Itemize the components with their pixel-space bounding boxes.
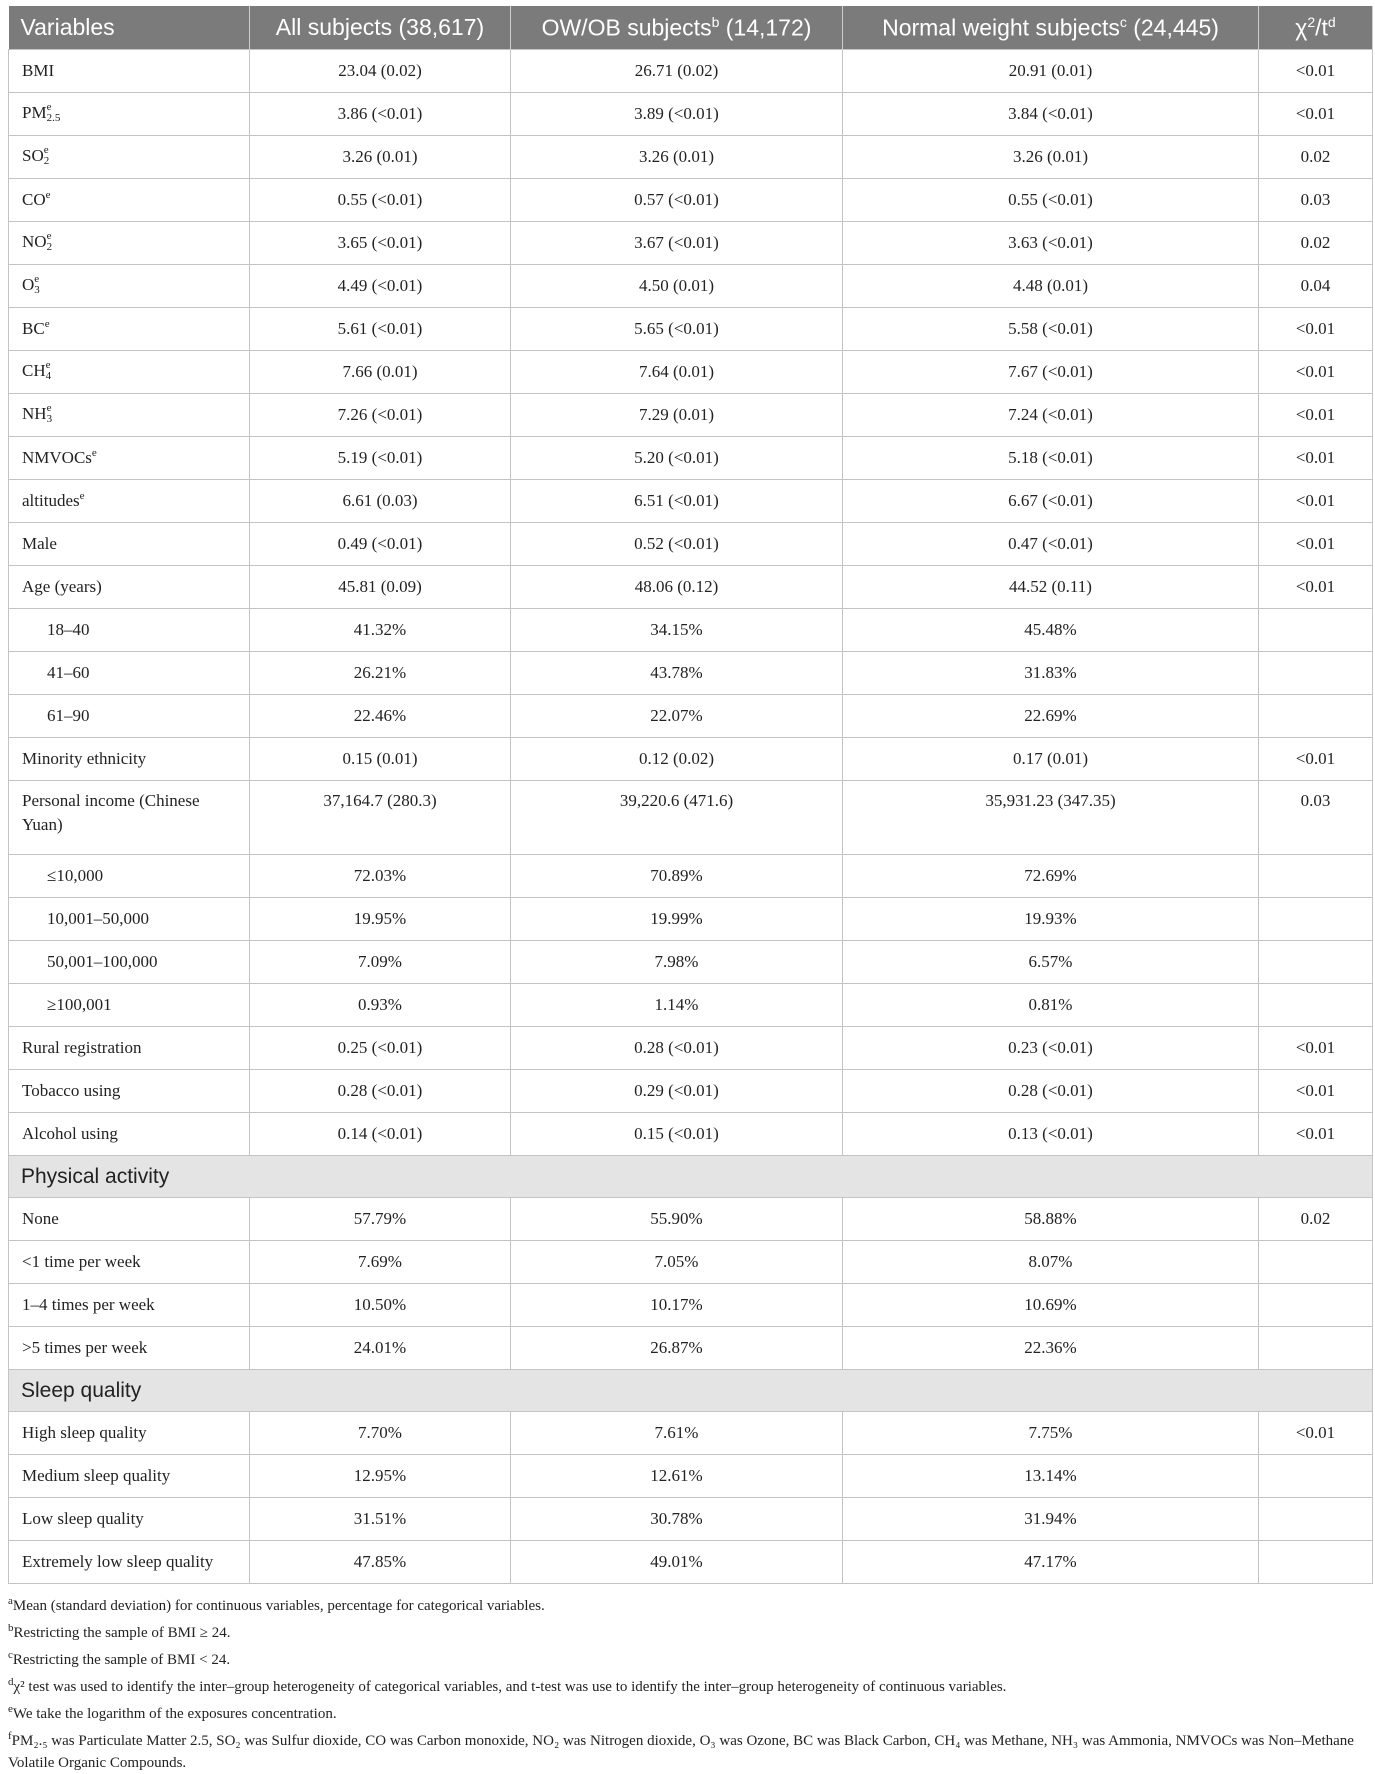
footnote-text: χ² test was used to identify the inter–group heterogeneity of categorical variables, and t-test was use to identify the inter–group heterogeneity of continuous variables. <box>13 1679 1007 1695</box>
cell-all: 41.32% <box>250 609 511 652</box>
characteristics-table <box>8 6 1373 1584</box>
table-row <box>9 480 1373 523</box>
table-row <box>9 1113 1373 1156</box>
row-label: None <box>9 1198 250 1241</box>
cell-owob: 34.15% <box>511 609 843 652</box>
cell-owob: 0.12 (0.02) <box>511 738 843 781</box>
cell-owob: 4.50 (0.01) <box>511 265 843 308</box>
table-row <box>9 1241 1373 1284</box>
cell-normal: 47.17% <box>843 1541 1259 1584</box>
cell-test: <0.01 <box>1259 50 1373 93</box>
table-row <box>9 1498 1373 1541</box>
cell-all: 72.03% <box>250 855 511 898</box>
table-row <box>9 1327 1373 1370</box>
cell-test: <0.01 <box>1259 1027 1373 1070</box>
table-row <box>9 1541 1373 1584</box>
cell-owob: 7.29 (0.01) <box>511 394 843 437</box>
row-label: Medium sleep quality <box>9 1455 250 1498</box>
cell-test <box>1259 898 1373 941</box>
footnote-mark: e <box>8 1703 13 1715</box>
footnote-text: PM₂.₅ was Particulate Matter 2.5, SO₂ was Sulfur dioxide, CO was Carbon monoxide, NO₂ was Nitrogen dioxide, O₃ was Ozone, BC was Black Carbon, CH₄ was Methane, NH₃ was Ammonia, NMVOCs was Non–Methane Volatile Organic Compounds. <box>8 1733 1354 1771</box>
cell-test: <0.01 <box>1259 480 1373 523</box>
cell-normal: 35,931.23 (347.35) <box>843 781 1259 855</box>
cell-test: <0.01 <box>1259 1412 1373 1455</box>
cell-all: 3.86 (<0.01) <box>250 93 511 136</box>
table-row <box>9 523 1373 566</box>
cell-owob: 3.26 (0.01) <box>511 136 843 179</box>
row-label: High sleep quality <box>9 1412 250 1455</box>
table-row <box>9 136 1373 179</box>
cell-test <box>1259 1284 1373 1327</box>
cell-all: 26.21% <box>250 652 511 695</box>
cell-owob: 12.61% <box>511 1455 843 1498</box>
cell-normal: 0.81% <box>843 984 1259 1027</box>
row-label: Alcohol using <box>9 1113 250 1156</box>
row-label: ≤10,000 <box>9 855 250 898</box>
table-row <box>9 93 1373 136</box>
cell-owob: 49.01% <box>511 1541 843 1584</box>
cell-normal: 0.47 (<0.01) <box>843 523 1259 566</box>
row-label: 61–90 <box>9 695 250 738</box>
cell-all: 4.49 (<0.01) <box>250 265 511 308</box>
cell-test: <0.01 <box>1259 738 1373 781</box>
row-label: NMVOCs e <box>9 437 250 480</box>
cell-normal: 10.69% <box>843 1284 1259 1327</box>
cell-all: 10.50% <box>250 1284 511 1327</box>
cell-owob: 3.67 (<0.01) <box>511 222 843 265</box>
footnote <box>8 1590 1373 1617</box>
table-row <box>9 984 1373 1027</box>
cell-owob: 3.89 (<0.01) <box>511 93 843 136</box>
cell-owob: 10.17% <box>511 1284 843 1327</box>
cell-test <box>1259 1541 1373 1584</box>
footnote <box>8 1671 1373 1698</box>
table-body <box>9 50 1373 1584</box>
cell-test: 0.04 <box>1259 265 1373 308</box>
cell-normal: 5.18 (<0.01) <box>843 437 1259 480</box>
row-label: Low sleep quality <box>9 1498 250 1541</box>
table-row <box>9 437 1373 480</box>
cell-test <box>1259 1498 1373 1541</box>
row-label: BMI <box>9 50 250 93</box>
row-label: Extremely low sleep quality <box>9 1541 250 1584</box>
cell-normal: 7.67 (<0.01) <box>843 351 1259 394</box>
table-row <box>9 738 1373 781</box>
row-label: SO e 2 <box>9 136 250 179</box>
cell-normal: 72.69% <box>843 855 1259 898</box>
cell-owob: 7.61% <box>511 1412 843 1455</box>
cell-test: <0.01 <box>1259 1070 1373 1113</box>
cell-owob: 30.78% <box>511 1498 843 1541</box>
cell-owob: 22.07% <box>511 695 843 738</box>
cell-all: 47.85% <box>250 1541 511 1584</box>
cell-all: 7.70% <box>250 1412 511 1455</box>
cell-all: 7.09% <box>250 941 511 984</box>
header-test-statistic: $\chi^2/t^d$ <box>1259 6 1373 50</box>
cell-normal: 20.91 (0.01) <box>843 50 1259 93</box>
cell-all: 7.26 (<0.01) <box>250 394 511 437</box>
footnote-text: Mean (standard deviation) for continuous variables, percentage for categorical variables. <box>12 1598 545 1614</box>
cell-test: <0.01 <box>1259 1113 1373 1156</box>
cell-owob: 43.78% <box>511 652 843 695</box>
cell-owob: 5.65 (<0.01) <box>511 308 843 351</box>
table-row <box>9 179 1373 222</box>
footnote-mark: a <box>8 1595 13 1607</box>
cell-normal: 45.48% <box>843 609 1259 652</box>
cell-normal: 44.52 (0.11) <box>843 566 1259 609</box>
table-row <box>9 855 1373 898</box>
footnote <box>8 1725 1373 1774</box>
cell-normal: 3.63 (<0.01) <box>843 222 1259 265</box>
row-label: 50,001–100,000 <box>9 941 250 984</box>
cell-all: 12.95% <box>250 1455 511 1498</box>
cell-normal: 13.14% <box>843 1455 1259 1498</box>
table-row <box>9 1027 1373 1070</box>
cell-owob: 7.64 (0.01) <box>511 351 843 394</box>
header-variables: Variables <box>9 6 250 50</box>
cell-owob: 1.14% <box>511 984 843 1027</box>
cell-test: 0.03 <box>1259 781 1373 855</box>
table-row <box>9 1284 1373 1327</box>
cell-normal: 3.84 (<0.01) <box>843 93 1259 136</box>
footnote <box>8 1698 1373 1725</box>
row-label: ≥100,001 <box>9 984 250 1027</box>
table-row <box>9 898 1373 941</box>
footnote-mark: f <box>8 1730 12 1742</box>
table-header-row <box>9 6 1373 50</box>
row-label: Male <box>9 523 250 566</box>
table-row <box>9 652 1373 695</box>
table-row <box>9 781 1373 855</box>
cell-test <box>1259 609 1373 652</box>
cell-normal: 3.26 (0.01) <box>843 136 1259 179</box>
cell-owob: 19.99% <box>511 898 843 941</box>
cell-test: <0.01 <box>1259 437 1373 480</box>
cell-owob: 26.87% <box>511 1327 843 1370</box>
footnote-text: Restricting the sample of BMI ≥ 24. <box>13 1625 231 1641</box>
cell-all: 22.46% <box>250 695 511 738</box>
cell-all: 5.61 (<0.01) <box>250 308 511 351</box>
cell-test <box>1259 652 1373 695</box>
cell-all: 3.65 (<0.01) <box>250 222 511 265</box>
row-label: NO e 2 <box>9 222 250 265</box>
table-row <box>9 265 1373 308</box>
table-row <box>9 1455 1373 1498</box>
cell-all: 0.15 (0.01) <box>250 738 511 781</box>
cell-owob: 0.28 (<0.01) <box>511 1027 843 1070</box>
table-row <box>9 609 1373 652</box>
cell-test: <0.01 <box>1259 566 1373 609</box>
cell-normal: 31.83% <box>843 652 1259 695</box>
cell-all: 19.95% <box>250 898 511 941</box>
cell-normal: 8.07% <box>843 1241 1259 1284</box>
row-label: Minority ethnicity <box>9 738 250 781</box>
cell-all: 0.55 (<0.01) <box>250 179 511 222</box>
row-label: Rural registration <box>9 1027 250 1070</box>
cell-all: 3.26 (0.01) <box>250 136 511 179</box>
row-label: 18–40 <box>9 609 250 652</box>
footnote-mark: c <box>8 1649 13 1661</box>
row-label: Age (years) <box>9 566 250 609</box>
cell-all: 45.81 (0.09) <box>250 566 511 609</box>
cell-test <box>1259 941 1373 984</box>
row-label: >5 times per week <box>9 1327 250 1370</box>
cell-normal: 0.17 (0.01) <box>843 738 1259 781</box>
table-row <box>9 351 1373 394</box>
cell-all: 0.93% <box>250 984 511 1027</box>
header-normal-weight-subjects: Normal weight subjects$^c$ (24,445) <box>843 6 1259 50</box>
cell-test <box>1259 1327 1373 1370</box>
table-row <box>9 308 1373 351</box>
cell-normal: 31.94% <box>843 1498 1259 1541</box>
cell-test <box>1259 1241 1373 1284</box>
cell-test: <0.01 <box>1259 308 1373 351</box>
cell-owob: 26.71 (0.02) <box>511 50 843 93</box>
table-row <box>9 50 1373 93</box>
cell-all: 57.79% <box>250 1198 511 1241</box>
row-label: O e 3 <box>9 265 250 308</box>
cell-normal: 0.55 (<0.01) <box>843 179 1259 222</box>
document <box>8 6 1373 1774</box>
row-label: Tobacco using <box>9 1070 250 1113</box>
cell-all: 23.04 (0.02) <box>250 50 511 93</box>
section-header-row <box>9 1370 1373 1412</box>
footnote-text: Restricting the sample of BMI < 24. <box>12 1652 231 1668</box>
row-label: BC e <box>9 308 250 351</box>
table-row <box>9 695 1373 738</box>
row-label: NH e 3 <box>9 394 250 437</box>
cell-owob: 48.06 (0.12) <box>511 566 843 609</box>
cell-normal: 6.57% <box>843 941 1259 984</box>
footnote <box>8 1617 1373 1644</box>
cell-normal: 6.67 (<0.01) <box>843 480 1259 523</box>
cell-test: 0.02 <box>1259 222 1373 265</box>
cell-test: <0.01 <box>1259 351 1373 394</box>
cell-test: 0.03 <box>1259 179 1373 222</box>
cell-all: 7.69% <box>250 1241 511 1284</box>
table-row <box>9 222 1373 265</box>
cell-test: <0.01 <box>1259 523 1373 566</box>
cell-owob: 39,220.6 (471.6) <box>511 781 843 855</box>
row-label: Personal income (Chinese Yuan) <box>9 781 250 855</box>
cell-normal: 0.23 (<0.01) <box>843 1027 1259 1070</box>
cell-owob: 55.90% <box>511 1198 843 1241</box>
footnote-text: We take the logarithm of the exposures concentration. <box>12 1706 337 1722</box>
cell-test <box>1259 1455 1373 1498</box>
cell-all: 0.25 (<0.01) <box>250 1027 511 1070</box>
cell-normal: 22.69% <box>843 695 1259 738</box>
footnotes <box>8 1590 1373 1774</box>
cell-test <box>1259 695 1373 738</box>
cell-owob: 0.15 (<0.01) <box>511 1113 843 1156</box>
section-title: Physical activity <box>9 1156 1373 1198</box>
table-row <box>9 394 1373 437</box>
cell-normal: 5.58 (<0.01) <box>843 308 1259 351</box>
cell-all: 6.61 (0.03) <box>250 480 511 523</box>
footnote-mark: d <box>8 1676 14 1688</box>
row-label: PM e 2.5 <box>9 93 250 136</box>
section-header-row <box>9 1156 1373 1198</box>
cell-all: 24.01% <box>250 1327 511 1370</box>
cell-all: 5.19 (<0.01) <box>250 437 511 480</box>
cell-normal: 7.24 (<0.01) <box>843 394 1259 437</box>
cell-normal: 4.48 (0.01) <box>843 265 1259 308</box>
cell-test <box>1259 984 1373 1027</box>
section-title: Sleep quality <box>9 1370 1373 1412</box>
footnote-mark: b <box>8 1622 14 1634</box>
cell-all: 31.51% <box>250 1498 511 1541</box>
cell-all: 0.49 (<0.01) <box>250 523 511 566</box>
cell-owob: 7.98% <box>511 941 843 984</box>
header-owob-subjects: OW/OB subjects$^b$ (14,172) <box>511 6 843 50</box>
cell-test <box>1259 855 1373 898</box>
cell-test: 0.02 <box>1259 1198 1373 1241</box>
table-row <box>9 941 1373 984</box>
table-row <box>9 566 1373 609</box>
cell-owob: 0.29 (<0.01) <box>511 1070 843 1113</box>
cell-owob: 0.52 (<0.01) <box>511 523 843 566</box>
cell-test: 0.02 <box>1259 136 1373 179</box>
cell-normal: 22.36% <box>843 1327 1259 1370</box>
cell-all: 0.14 (<0.01) <box>250 1113 511 1156</box>
cell-all: 7.66 (0.01) <box>250 351 511 394</box>
cell-normal: 58.88% <box>843 1198 1259 1241</box>
cell-owob: 70.89% <box>511 855 843 898</box>
cell-owob: 6.51 (<0.01) <box>511 480 843 523</box>
cell-normal: 0.13 (<0.01) <box>843 1113 1259 1156</box>
cell-test: <0.01 <box>1259 394 1373 437</box>
row-label: 41–60 <box>9 652 250 695</box>
cell-normal: 19.93% <box>843 898 1259 941</box>
footnote <box>8 1644 1373 1671</box>
header-all-subjects: All subjects (38,617) <box>250 6 511 50</box>
row-label: altitudes e <box>9 480 250 523</box>
row-label: 1–4 times per week <box>9 1284 250 1327</box>
cell-normal: 7.75% <box>843 1412 1259 1455</box>
cell-test: <0.01 <box>1259 93 1373 136</box>
cell-all: 37,164.7 (280.3) <box>250 781 511 855</box>
row-label: <1 time per week <box>9 1241 250 1284</box>
cell-normal: 0.28 (<0.01) <box>843 1070 1259 1113</box>
cell-owob: 7.05% <box>511 1241 843 1284</box>
table-row <box>9 1198 1373 1241</box>
cell-owob: 5.20 (<0.01) <box>511 437 843 480</box>
table-row <box>9 1412 1373 1455</box>
cell-owob: 0.57 (<0.01) <box>511 179 843 222</box>
row-label: CO e <box>9 179 250 222</box>
table-row <box>9 1070 1373 1113</box>
row-label: 10,001–50,000 <box>9 898 250 941</box>
row-label: CH e 4 <box>9 351 250 394</box>
cell-all: 0.28 (<0.01) <box>250 1070 511 1113</box>
